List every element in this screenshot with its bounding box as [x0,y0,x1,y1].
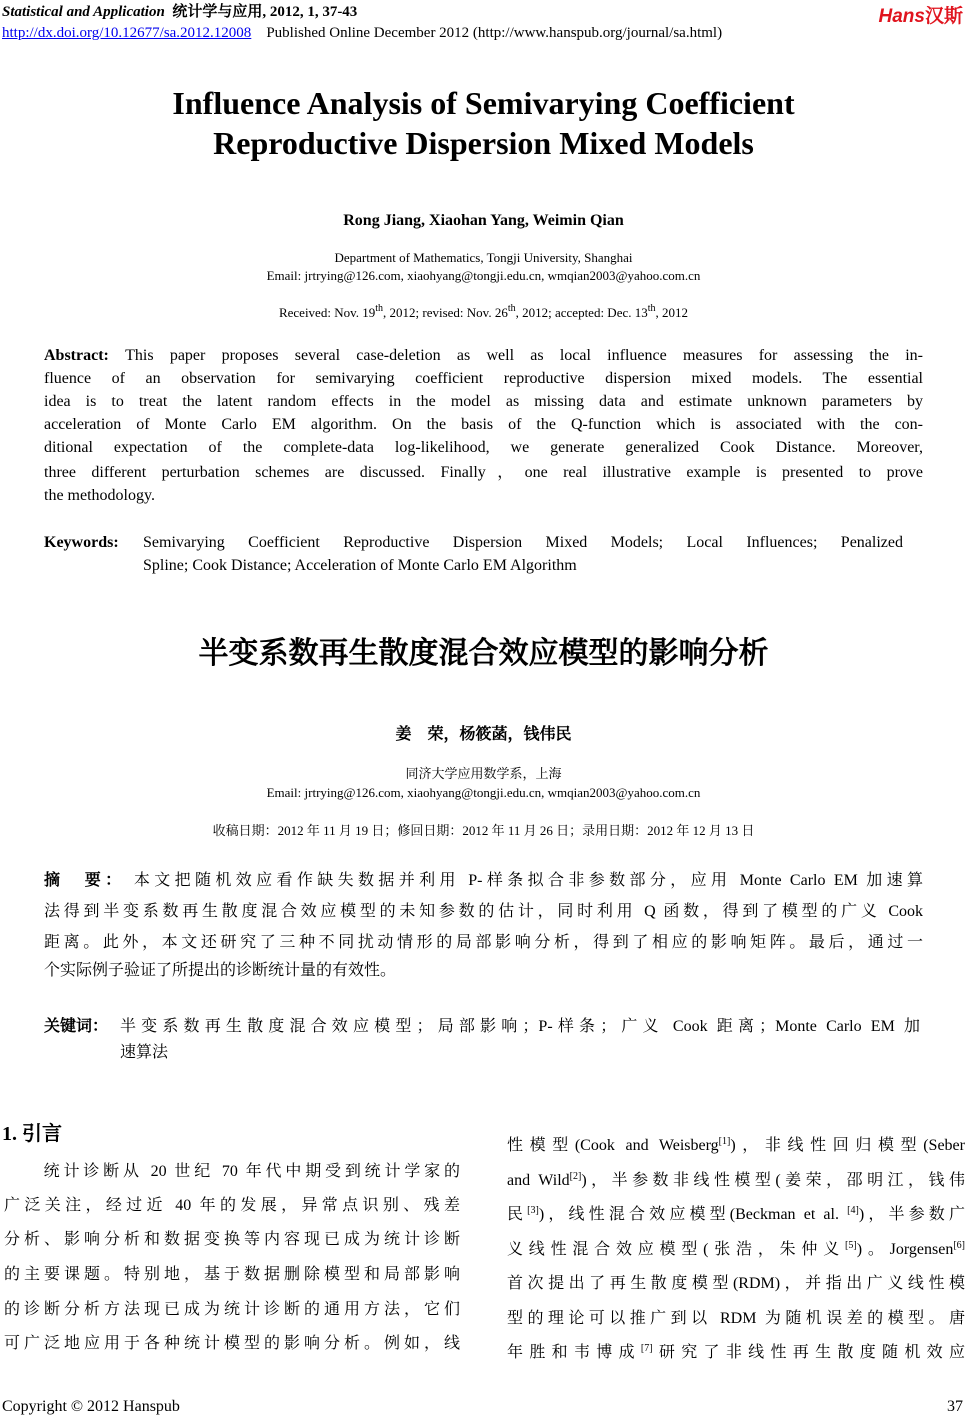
journal-name: Statistical and Application [2,4,165,20]
text-line: 首次提出了再生散度模型(RDM)，并指出广义线性模 [507,1275,965,1292]
journal-header [2,2,357,22]
text-line: 摘 要： 本文把随机效应看作缺失数据并利用 P-样条拟合非参数部分，应用 Monte Carlo EM 加速算 [44,872,923,889]
text-line: 个实际例子验证了所提出的诊断统计量的有效性。 [44,962,397,979]
text-line: 的主要课题。特别地，基于数据删除模型和局部影响 [4,1266,460,1283]
text-line: 年胜和韦博成[7]研究了非线性再生散度随机效应 [507,1343,965,1361]
email: Email: jrtrying@126.com, xiaohyang@tongji.edu.cn, wmqian2003@yahoo.com.cn [266,268,701,283]
text-line: 的诊断分析方法现已成为统计诊断的通用方法，它们 [4,1301,460,1318]
chinese-email: Email: jrtrying@126.com, xiaohyang@tongji.edu.cn, wmqian2003@yahoo.com.cn [266,785,701,800]
logo-text-cn: 汉斯 [924,6,963,27]
citation-superscript: [5] [845,1240,857,1251]
text-line: acceleration of Monte Carlo EM algorithm. On the basis of the Q-function which is associated with the con- [44,416,923,433]
citation-superscript: [2] [569,1171,582,1182]
section-label: Keywords: [44,534,119,551]
text-line: 分析、影响分析和数据变换等内容现已成为统计诊断 [4,1231,460,1248]
text-line: 统计诊断从 20 世纪 70 年代中期受到统计学家的 [4,1163,460,1180]
citation-superscript: th [507,303,516,314]
doi-line [2,23,722,43]
paper-title-line-2: Reproductive Dispersion Mixed Models [213,125,754,161]
text-line: 关键词： 半变系数再生散度混合效应模型；局部影响；P-样条；广义 Cook 距离；Monte Carlo EM 加 [44,1018,920,1035]
affiliation: Department of Mathematics, Tongji University, Shanghai [334,250,633,265]
journal-issue: 统计学与应用, 2012, 1, 37-43 [172,4,358,20]
citation-superscript: [4] [847,1205,859,1216]
authors: Rong Jiang, Xiaohan Yang, Weimin Qian [343,212,624,229]
text-line: 义线性混合效应模型(张浩，朱仲义[5])。Jorgensen[6] [507,1240,965,1258]
received-dates: Received: Nov. 19th, 2012; revised: Nov. 26th, 2012; accepted: Dec. 13th, 2012 [278,303,689,320]
section-heading: 1. 引言 [2,1123,62,1145]
text-line: 广泛关注，经过近 40 年的发展，异常点识别、残差 [4,1197,460,1214]
section-label: 关键词： [44,1018,109,1035]
citation-superscript: [6] [953,1240,965,1251]
section-label: Abstract: [44,347,126,364]
logo-text: Hans [878,6,925,27]
citation-superscript: [7] [640,1343,653,1354]
text-line: 型的理论可以推广到以 RDM 为随机误差的模型。唐 [507,1310,965,1327]
text-line: 法得到半变系数再生散度混合效应模型的未知参数的估计，同时利用 Q 函数，得到了模型的广义 Cook [44,903,923,920]
text-line: the methodology. [44,487,155,504]
text-line: idea is to treat the latent random effects in the model as missing data and estimate unknown parameters by [44,393,923,410]
citation-superscript: [3] [527,1205,539,1216]
chinese-title: 半变系数再生散度混合效应模型的影响分析 [198,636,769,671]
citation-superscript: th [647,303,656,314]
copyright: Copyright © 2012 Hanspub [2,1398,180,1415]
text-line: and Wild[2])，半参数非线性模型(姜荣，邵明江，钱伟 [507,1171,965,1189]
text-line: 距离。此外，本文还研究了三种不同扰动情形的局部影响分析，得到了相应的影响矩阵。最后，通过一 [44,934,923,951]
doi-link[interactable]: http://dx.doi.org/10.12677/sa.2012.12008 [2,25,252,41]
page-number: 37 [947,1398,963,1415]
chinese-authors: 姜 荣，杨筱菡，钱伟民 [395,726,572,743]
text-line: 民[3])，线性混合效应模型(Beckman et al. [4])，半参数广 [507,1205,965,1223]
hanspub-logo [879,1,963,28]
text-line: 可广泛地应用于各种统计模型的影响分析。例如，线 [4,1335,460,1352]
published-info: Published Online December 2012 (http://www.hanspub.org/journal/sa.html) [266,25,723,41]
text-line: 速算法 [120,1044,169,1061]
citation-superscript: th [375,303,384,314]
text-line: three different perturbation schemes are discussed. Finally，one real illustrative example is presented to prove [44,464,923,481]
text-line: fluence of an observation for semivarying coefficient reproductive dispersion mixed models. The essential [44,370,923,387]
text-line: Keywords: Semivarying Coefficient Reproductive Dispersion Mixed Models; Local Influences; Penalized [44,534,903,551]
text-line: ditional expectation of the complete-data log-likelihood, we generate generalized Cook Distance. Moreover, [44,439,923,456]
text-line: Abstract: This paper proposes several case-deletion as well as local influence measures for assessing the in- [44,347,923,364]
chinese-affiliation: 同济大学应用数学系，上海 [405,766,562,781]
paper-title-line-1: Influence Analysis of Semivarying Coefficient [172,85,795,121]
text-line: Spline; Cook Distance; Acceleration of Monte Carlo EM Algorithm [143,557,577,574]
section-label: 摘 要： [44,872,134,889]
citation-superscript: [1] [718,1136,731,1147]
text-line: 性模型(Cook and Weisberg[1])，非线性回归模型(Seber [507,1136,965,1154]
chinese-dates: 收稿日期：2012 年 11 月 19 日；修回日期：2012 年 11 月 26 日；录用日期：2012 年 12 月 13 日 [212,823,755,838]
